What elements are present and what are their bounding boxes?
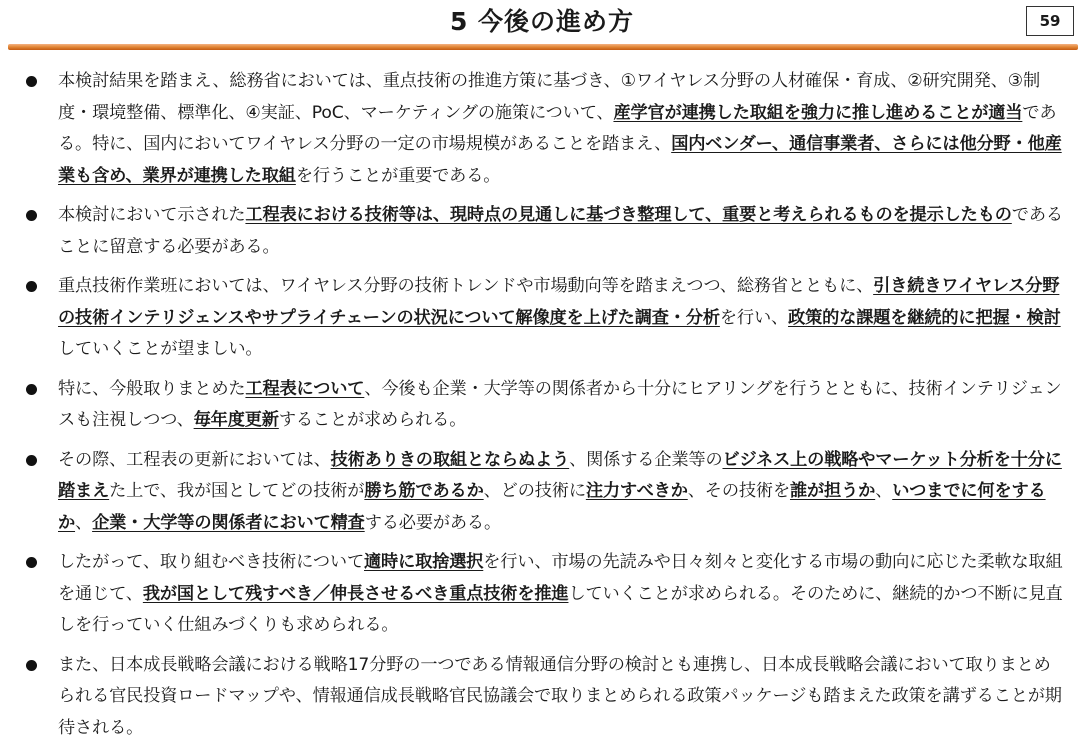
body-text: 、今後も企業・大学等の関係者から十分にヒアリングを行うとともに、技術インテリジェンスも注視しつつ、: [58, 378, 1062, 430]
bullet-dot-icon: [26, 281, 37, 292]
body-text: であることに留意する必要がある。: [58, 205, 1063, 257]
emphasis-text: 我が国として残すべき／伸長させるべき重点技術を推進: [142, 583, 569, 604]
page-number: 59: [1026, 6, 1074, 36]
body-text: していくことが求められる。そのために、継続的かつ不断に見直しを行っていく仕組みづくりも求められる。: [58, 583, 1063, 635]
body-text: することが求められる。: [278, 410, 467, 430]
emphasis-text: 注力すべきか: [585, 481, 688, 501]
body-text: 、関係する企業等の: [569, 449, 723, 470]
bullet-item: [24, 66, 1064, 192]
body-text: 本検討において示された: [58, 205, 246, 225]
emphasis-text: 政策的な課題を継続的に把握・検討: [788, 307, 1061, 328]
body-text: 、どの技術に: [483, 481, 586, 501]
emphasis-text: 企業・大学等の関係者において精査: [92, 512, 365, 533]
emphasis-text: 工程表における技術等は、現時点の見通しに基づき整理して、重要と考えられるものを提示したもの: [245, 205, 1012, 225]
body-text: 本検討結果を踏まえ、総務省においては、重点技術の推進方策に基づき、①ワイヤレス分野の人材確保・育成、②研究開発、③制度・環境整備、標準化、④実証、PoC、マーケティングの施策について、: [58, 71, 1040, 123]
bullet-item: [24, 374, 1064, 437]
emphasis-text: 産学官が連携した取組を強力に推し進めることが適当: [613, 102, 1023, 123]
body-text: 特に、今般取りまとめた: [58, 378, 246, 399]
bullet-dot-icon: [26, 557, 37, 568]
emphasis-text: 誰が担うか: [789, 481, 876, 501]
emphasis-text: 引き続きワイヤレス分野の技術インテリジェンスやサプライチェーンの状況について解像度を上げた調査・分析: [58, 276, 1060, 328]
bullet-list: [24, 66, 1064, 752]
body-text: また、日本成長戦略会議における戦略17分野の一つである情報通信分野の検討とも連携し、日本成長戦略会議において取りまとめられる官民投資ロードマップや、情報通信成長戦略官民協議会で取りまとめられる政策パッケージも踏まえた政策を講ずることが期待される。: [58, 654, 1062, 738]
body-text: その際、工程表の更新においては、: [58, 449, 331, 470]
body-text: 、: [75, 512, 93, 533]
emphasis-text: 勝ち筋であるか: [364, 481, 484, 501]
body-text: したがって、取り組むべき技術について: [58, 552, 364, 572]
emphasis-text: 技術ありきの取組とならぬよう: [330, 449, 570, 470]
emphasis-text: 適時に取捨選択: [364, 552, 484, 572]
bullet-dot-icon: [26, 660, 37, 671]
body-text: を行うことが重要である。: [295, 165, 501, 186]
body-text: である。特に、国内においてワイヤレス分野の一定の市場規模があることを踏まえ、: [58, 102, 1057, 154]
body-text: を行い、: [719, 307, 789, 328]
bullet-item: [24, 445, 1064, 540]
bullet-item: [24, 271, 1064, 366]
bullet-item: [24, 547, 1064, 642]
bullet-dot-icon: [26, 384, 37, 395]
emphasis-text: 毎年度更新: [193, 410, 279, 430]
bullet-dot-icon: [26, 76, 37, 87]
body-text: する必要がある。: [364, 512, 502, 533]
body-text: た上で、我が国としてどの技術が: [109, 481, 365, 501]
emphasis-text: 工程表について: [245, 378, 365, 399]
emphasis-text: 国内ベンダー、通信事業者、さらには他分野・他産業も含め、業界が連携した取組: [58, 134, 1062, 186]
body-text: を行い、市場の先読みや日々刻々と変化する市場の動向に応じた柔軟な取組を通じて、: [58, 552, 1063, 604]
emphasis-text: ビジネス上の戦略やマーケット分析を十分に踏まえ: [58, 449, 1062, 501]
bullet-dot-icon: [26, 455, 37, 466]
title-divider: [8, 44, 1078, 50]
bullet-item: [24, 650, 1064, 745]
page-title: 5 今後の進め方: [449, 7, 635, 36]
body-text: 、: [875, 481, 893, 501]
body-text: していくことが望ましい。: [58, 339, 263, 359]
body-text: 重点技術作業班においては、ワイヤレス分野の技術トレンドや市場動向等を踏まえつつ、総務省とともに、: [58, 276, 874, 296]
bullet-item: [24, 200, 1064, 263]
bullet-dot-icon: [26, 210, 37, 221]
body-text: 、その技術を: [687, 481, 790, 501]
emphasis-text: いつまでに何をするか: [58, 481, 1046, 533]
